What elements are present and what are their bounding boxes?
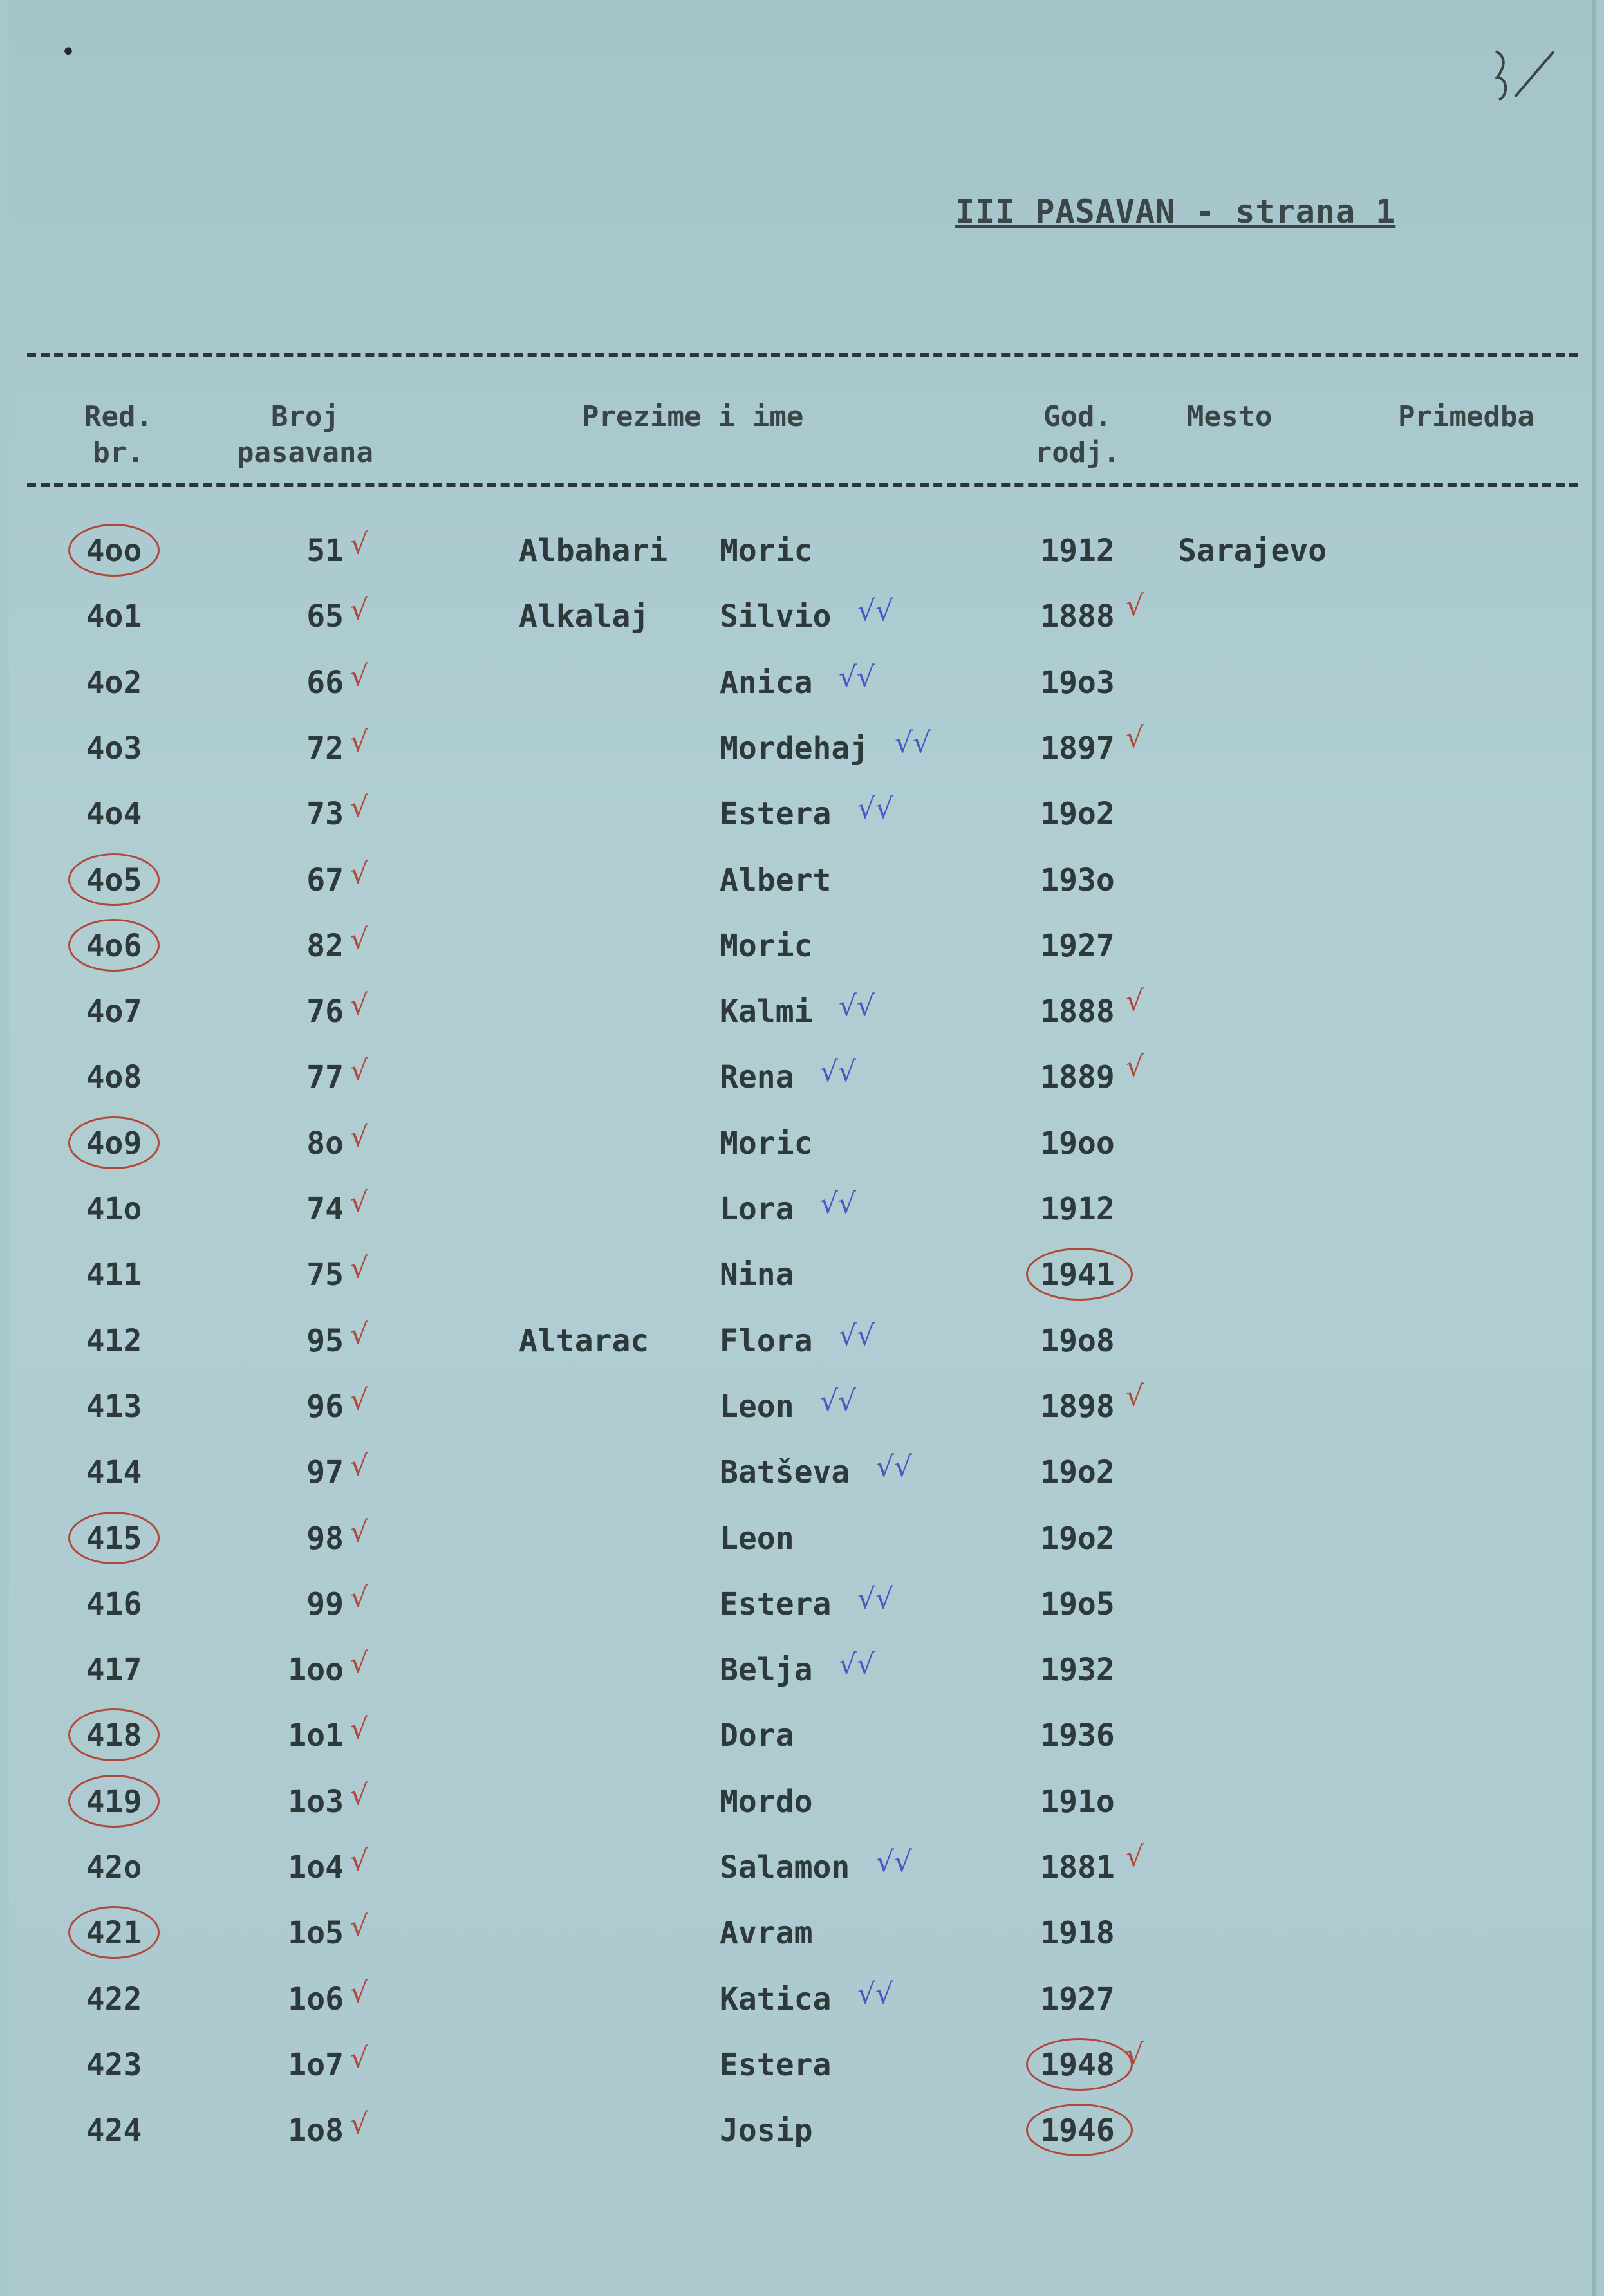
year-check-icon: √ <box>1126 1379 1144 1412</box>
broj-pasavana-cell: 65 <box>306 598 344 635</box>
red-circle-annotation <box>68 919 160 972</box>
ime-cell: Josip <box>720 2113 813 2149</box>
ime-cell: Kalmi <box>720 994 813 1030</box>
broj-pasavana-cell: 74 <box>306 1191 344 1227</box>
prezime-cell: Alkalaj <box>519 598 649 635</box>
red-br-cell: 421 <box>86 1915 142 1952</box>
name-check-icon: √√ <box>857 792 894 826</box>
ime-cell: Moric <box>720 1125 813 1162</box>
broj-pasavana-cell: 72 <box>306 730 344 766</box>
broj-pasavana-cell: 82 <box>306 927 344 964</box>
document-sheet <box>9 0 1596 2296</box>
broj-pasavana-cell: 1o3 <box>288 1783 344 1820</box>
table-row <box>9 1712 1592 1775</box>
red-check-icon: √ <box>350 1647 369 1680</box>
broj-pasavana-cell: 1o5 <box>288 1915 344 1952</box>
red-check-icon: √ <box>350 988 369 1022</box>
broj-pasavana-cell: 51 <box>306 533 344 569</box>
ime-cell: Flora <box>720 1322 813 1359</box>
name-check-icon: √√ <box>857 1977 894 2010</box>
red-br-cell: 4o2 <box>86 664 142 701</box>
broj-pasavana-cell: 1o7 <box>288 2046 344 2083</box>
red-check-icon: √ <box>350 856 369 890</box>
table-row <box>9 1379 1592 1447</box>
red-check-icon: √ <box>350 1976 369 2009</box>
red-check-icon: √ <box>350 2041 369 2075</box>
broj-pasavana-cell: 73 <box>306 796 344 833</box>
header-red-line1: Red. <box>84 400 153 433</box>
name-check-icon: √√ <box>857 1582 894 1615</box>
red-check-icon: √ <box>350 1910 369 1943</box>
red-br-cell: 4o7 <box>86 994 142 1030</box>
god-rodj-cell: 1912 <box>1040 1191 1115 1227</box>
ime-cell: Belja <box>720 1652 813 1689</box>
god-rodj-cell: 1918 <box>1040 1915 1115 1952</box>
corner-ink-mark: • <box>61 37 77 67</box>
red-check-icon: √ <box>350 1712 369 1746</box>
table-row <box>9 1976 1592 2039</box>
header-god-line2: rodj. <box>1034 436 1121 469</box>
god-rodj-cell: 1927 <box>1040 927 1115 964</box>
god-rodj-cell: 193o <box>1040 862 1115 898</box>
ime-cell: Leon <box>720 1388 794 1425</box>
header-top-rule <box>27 353 1578 357</box>
broj-pasavana-cell: 97 <box>306 1454 344 1491</box>
table-row <box>9 1778 1592 1842</box>
red-check-icon: √ <box>350 593 369 627</box>
god-rodj-cell: 1897 <box>1040 730 1115 766</box>
table-row <box>9 589 1592 656</box>
table-row <box>9 1580 1592 1644</box>
god-rodj-cell: 1888 <box>1040 598 1115 635</box>
god-rodj-cell: 1936 <box>1040 1717 1115 1754</box>
table-row <box>9 791 1592 854</box>
table-row <box>9 2107 1592 2171</box>
year-check-icon: √ <box>1126 1050 1144 1084</box>
god-rodj-cell: 1889 <box>1040 1059 1115 1096</box>
god-rodj-cell: 191o <box>1040 1783 1115 1820</box>
ime-cell: Estera <box>720 1586 832 1622</box>
ime-cell: Albert <box>720 862 832 898</box>
table-row <box>9 922 1592 986</box>
red-circle-annotation <box>68 853 160 906</box>
ime-cell: Dora <box>720 1717 794 1754</box>
red-check-icon: √ <box>350 922 369 956</box>
ime-cell: Leon <box>720 1520 794 1557</box>
red-br-cell: 4o6 <box>86 927 142 964</box>
name-check-icon: √√ <box>895 726 931 759</box>
god-rodj-cell: 1941 <box>1040 1257 1115 1293</box>
red-circle-annotation <box>68 1512 160 1564</box>
red-check-icon: √ <box>350 1449 369 1483</box>
god-rodj-cell: 1881 <box>1040 1849 1115 1885</box>
red-check-icon: √ <box>350 1252 369 1285</box>
god-rodj-cell: 1912 <box>1040 533 1115 569</box>
table-row <box>9 1449 1592 1512</box>
red-br-cell: 416 <box>86 1586 142 1622</box>
red-br-cell: 422 <box>86 1981 142 2017</box>
god-rodj-cell: 19o2 <box>1040 1520 1115 1557</box>
ime-cell: Nina <box>720 1257 794 1293</box>
red-br-cell: 4o3 <box>86 730 142 766</box>
header-god-line1: God. <box>1043 400 1112 433</box>
name-check-icon: √√ <box>876 1846 913 1878</box>
name-check-icon: √√ <box>876 1450 913 1484</box>
year-circle-annotation <box>1026 2104 1133 2156</box>
red-check-icon: √ <box>350 528 369 560</box>
god-rodj-cell: 19o3 <box>1040 664 1115 701</box>
red-check-icon: √ <box>350 2107 369 2141</box>
table-row <box>9 1186 1592 1249</box>
god-rodj-cell: 1932 <box>1040 1652 1115 1689</box>
red-check-icon: √ <box>350 1515 369 1548</box>
year-circle-annotation <box>1026 1248 1133 1301</box>
prezime-cell: Albahari <box>519 533 668 569</box>
god-rodj-cell: 19o8 <box>1040 1322 1115 1359</box>
broj-pasavana-cell: 75 <box>306 1257 344 1293</box>
ime-cell: Mordo <box>720 1783 813 1820</box>
header-prezime-ime: Prezime i ime <box>582 400 804 433</box>
god-rodj-cell: 1946 <box>1040 2113 1115 2149</box>
ime-cell: Katica <box>720 1981 832 2017</box>
year-check-icon: √ <box>1126 589 1144 623</box>
ime-cell: Anica <box>720 664 813 701</box>
name-check-icon: √√ <box>820 1187 857 1220</box>
god-rodj-cell: 19o2 <box>1040 1454 1115 1491</box>
red-br-cell: 415 <box>86 1520 142 1557</box>
red-br-cell: 4oo <box>86 533 142 569</box>
red-br-cell: 4o8 <box>86 1059 142 1096</box>
ime-cell: Moric <box>720 533 813 569</box>
red-circle-annotation <box>68 1906 160 1959</box>
god-rodj-cell: 1948 <box>1040 2046 1115 2083</box>
red-br-cell: 42o <box>86 1849 142 1885</box>
broj-pasavana-cell: 1o4 <box>288 1849 344 1885</box>
red-check-icon: √ <box>350 1383 369 1416</box>
table-row <box>9 1647 1592 1710</box>
red-circle-annotation <box>68 1708 160 1761</box>
table-row <box>9 1050 1592 1117</box>
god-rodj-cell: 19o2 <box>1040 796 1115 833</box>
god-rodj-cell: 1898 <box>1040 1388 1115 1425</box>
broj-pasavana-cell: 96 <box>306 1388 344 1425</box>
prezime-cell: Altarac <box>519 1322 649 1359</box>
red-br-cell: 412 <box>86 1322 142 1359</box>
header-mesto: Mesto <box>1187 400 1273 433</box>
year-check-icon: √ <box>1126 2037 1144 2071</box>
ime-cell: Estera <box>720 796 832 833</box>
header-broj-line2: pasavana <box>237 436 373 469</box>
broj-pasavana-cell: 98 <box>306 1520 344 1557</box>
table-row <box>9 1515 1592 1578</box>
red-check-icon: √ <box>350 1317 369 1351</box>
red-check-icon: √ <box>350 1778 369 1811</box>
red-br-cell: 4o1 <box>86 598 142 635</box>
red-br-cell: 413 <box>86 1388 142 1425</box>
broj-pasavana-cell: 95 <box>306 1322 344 1359</box>
year-check-icon: √ <box>1126 721 1144 754</box>
ime-cell: Avram <box>720 1915 813 1952</box>
god-rodj-cell: 1927 <box>1040 1981 1115 2017</box>
red-check-icon: √ <box>350 725 369 758</box>
red-br-cell: 424 <box>86 2113 142 2149</box>
table-row <box>9 1317 1592 1381</box>
ime-cell: Rena <box>720 1059 794 1096</box>
ime-cell: Salamon <box>720 1849 850 1885</box>
table-row <box>9 856 1592 920</box>
red-br-cell: 419 <box>86 1783 142 1820</box>
header-red-br <box>73 399 163 471</box>
broj-pasavana-cell: 99 <box>306 1586 344 1622</box>
table-row <box>9 721 1592 788</box>
red-check-icon: √ <box>350 1186 369 1219</box>
header-primedba: Primedba <box>1398 400 1534 433</box>
red-br-cell: 414 <box>86 1454 142 1491</box>
red-circle-annotation <box>68 1775 160 1828</box>
red-check-icon: √ <box>350 1120 369 1153</box>
red-check-icon: √ <box>350 791 369 824</box>
god-rodj-cell: 19o5 <box>1040 1586 1115 1622</box>
name-check-icon: √√ <box>820 1055 857 1089</box>
name-check-icon: √√ <box>839 1648 875 1681</box>
table-row <box>9 985 1592 1051</box>
page-title: III PASAVAN - strana 1 <box>955 193 1396 230</box>
table-row <box>9 1252 1592 1315</box>
broj-pasavana-cell: 8o <box>306 1125 344 1162</box>
table-row <box>9 1120 1592 1183</box>
header-broj-pasavana <box>228 399 382 471</box>
ime-cell: Estera <box>720 2046 832 2083</box>
table-row <box>9 2037 1592 2105</box>
red-check-icon: √ <box>350 659 369 692</box>
ime-cell: Silvio <box>720 598 832 635</box>
red-check-icon: √ <box>350 1844 369 1877</box>
red-circle-annotation <box>68 524 160 577</box>
year-circle-annotation <box>1026 2038 1133 2091</box>
broj-pasavana-cell: 76 <box>306 994 344 1030</box>
broj-pasavana-cell: 77 <box>306 1059 344 1096</box>
red-br-cell: 4o9 <box>86 1125 142 1162</box>
year-check-icon: √ <box>1126 985 1144 1018</box>
broj-pasavana-cell: 1o8 <box>288 2113 344 2149</box>
table-row <box>9 1910 1592 1973</box>
header-red-line2: br. <box>93 436 144 469</box>
red-circle-annotation <box>68 1116 160 1169</box>
red-br-cell: 423 <box>86 2046 142 2083</box>
broj-pasavana-cell: 1o6 <box>288 1981 344 2017</box>
god-rodj-cell: 1888 <box>1040 994 1115 1030</box>
ime-cell: Batševa <box>720 1454 850 1491</box>
broj-pasavana-cell: 1o1 <box>288 1717 344 1754</box>
red-br-cell: 418 <box>86 1717 142 1754</box>
year-check-icon: √ <box>1126 1840 1144 1873</box>
table-row <box>9 528 1592 591</box>
header-god-rodj <box>1026 399 1129 471</box>
red-check-icon: √ <box>350 1580 369 1614</box>
handwritten-mark-icon <box>1483 39 1560 116</box>
header-bottom-rule <box>27 483 1578 487</box>
red-br-cell: 411 <box>86 1257 142 1293</box>
broj-pasavana-cell: 1oo <box>288 1652 344 1689</box>
table-row <box>9 659 1592 723</box>
header-broj-line1: Broj <box>271 400 339 433</box>
red-check-icon: √ <box>350 1054 369 1088</box>
red-br-cell: 4o4 <box>86 796 142 833</box>
ime-cell: Moric <box>720 927 813 964</box>
name-check-icon: √√ <box>839 1319 875 1352</box>
table-row <box>9 1840 1592 1907</box>
name-check-icon: √√ <box>839 660 875 694</box>
name-check-icon: √√ <box>839 990 875 1023</box>
red-br-cell: 4o5 <box>86 862 142 898</box>
ime-cell: Mordehaj <box>720 730 869 766</box>
red-br-cell: 41o <box>86 1191 142 1227</box>
mesto-cell: Sarajevo <box>1178 533 1327 569</box>
name-check-icon: √√ <box>857 595 894 628</box>
name-check-icon: √√ <box>820 1384 857 1418</box>
red-br-cell: 417 <box>86 1652 142 1689</box>
ime-cell: Lora <box>720 1191 794 1227</box>
broj-pasavana-cell: 66 <box>306 664 344 701</box>
god-rodj-cell: 19oo <box>1040 1125 1115 1162</box>
broj-pasavana-cell: 67 <box>306 862 344 898</box>
